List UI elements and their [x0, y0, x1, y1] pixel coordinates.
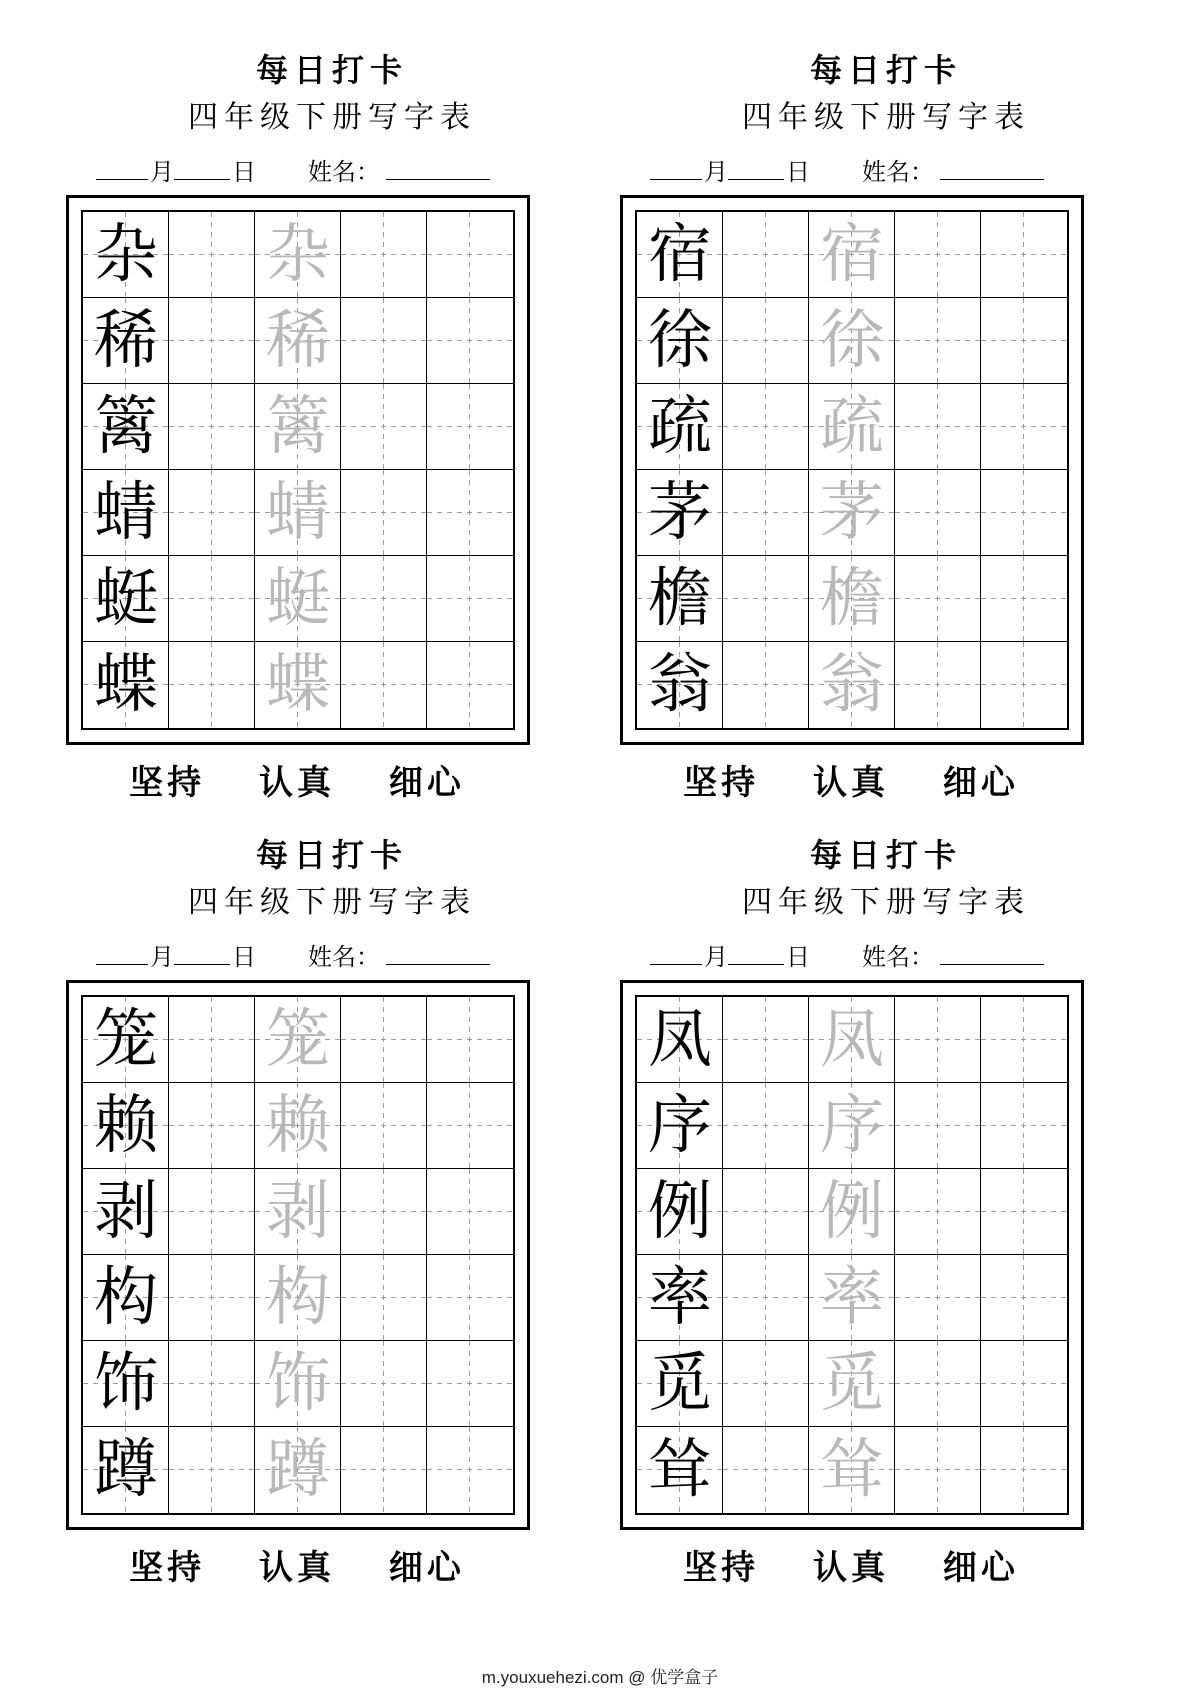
- grid-row: [83, 997, 513, 1083]
- grid-row: [637, 1255, 1067, 1341]
- blank-writing-cell[interactable]: [723, 470, 809, 556]
- trace-character-cell[interactable]: [809, 556, 895, 642]
- trace-character-cell[interactable]: [255, 212, 341, 298]
- trace-character: 例: [820, 1175, 884, 1249]
- month-blank[interactable]: [650, 179, 702, 180]
- grid-row: [637, 212, 1067, 298]
- date-name-line: [96, 152, 596, 186]
- card-title: 每日打卡: [255, 836, 408, 874]
- model-character: 觅: [648, 1347, 712, 1421]
- blank-writing-cell[interactable]: [895, 642, 981, 728]
- blank-writing-cell[interactable]: [981, 384, 1067, 470]
- month-blank[interactable]: [96, 964, 148, 965]
- blank-writing-cell[interactable]: [895, 1169, 981, 1255]
- model-character: 蜻: [94, 476, 158, 550]
- blank-writing-cell[interactable]: [723, 997, 809, 1083]
- trace-character-cell[interactable]: [255, 1169, 341, 1255]
- blank-writing-cell[interactable]: [981, 997, 1067, 1083]
- day-blank[interactable]: [174, 964, 230, 965]
- blank-writing-cell[interactable]: [981, 642, 1067, 728]
- model-character: 耸: [648, 1433, 712, 1507]
- trace-character: 序: [820, 1089, 884, 1163]
- trace-character: 凤: [820, 1003, 884, 1077]
- blank-writing-cell[interactable]: [169, 298, 255, 384]
- model-character: 茅: [648, 476, 712, 550]
- model-character: 稀: [94, 304, 158, 378]
- trace-character: 觅: [820, 1347, 884, 1421]
- month-label: 月: [704, 943, 728, 971]
- writing-grid-frame: [620, 195, 1084, 745]
- month-label: 月: [150, 943, 174, 971]
- blank-writing-cell[interactable]: [981, 556, 1067, 642]
- day-label: 日: [232, 158, 256, 186]
- blank-writing-cell[interactable]: [723, 384, 809, 470]
- model-character-cell: [637, 1083, 723, 1169]
- grid-row: [83, 1255, 513, 1341]
- trace-character: 剥: [266, 1175, 330, 1249]
- blank-writing-cell[interactable]: [723, 1169, 809, 1255]
- model-character-cell: [637, 1255, 723, 1341]
- model-character-cell: [637, 997, 723, 1083]
- day-blank[interactable]: [728, 964, 784, 965]
- motto: 坚持 认真 细心: [129, 763, 465, 803]
- writing-grid: [81, 995, 515, 1515]
- trace-character-cell[interactable]: [255, 1341, 341, 1427]
- blank-writing-cell[interactable]: [723, 1341, 809, 1427]
- day-label: 日: [786, 943, 810, 971]
- practice-card-1: [62, 0, 602, 803]
- blank-writing-cell[interactable]: [895, 1427, 981, 1513]
- name-label: 姓名：: [862, 158, 934, 186]
- trace-character-cell[interactable]: [809, 1169, 895, 1255]
- practice-card-2: [616, 0, 1156, 803]
- blank-writing-cell[interactable]: [341, 556, 427, 642]
- model-character: 蜓: [94, 562, 158, 636]
- blank-writing-cell[interactable]: [723, 212, 809, 298]
- card-title: 每日打卡: [809, 836, 962, 874]
- trace-character-cell[interactable]: [809, 212, 895, 298]
- trace-character-cell[interactable]: [809, 1083, 895, 1169]
- blank-writing-cell[interactable]: [169, 384, 255, 470]
- trace-character-cell[interactable]: [255, 1255, 341, 1341]
- model-character: 檐: [648, 562, 712, 636]
- blank-writing-cell[interactable]: [895, 1341, 981, 1427]
- model-character-cell: [83, 1083, 169, 1169]
- model-character-cell: [83, 1255, 169, 1341]
- model-character-cell: [83, 1169, 169, 1255]
- trace-character: 篱: [266, 390, 330, 464]
- blank-writing-cell[interactable]: [895, 212, 981, 298]
- grid-row: [637, 298, 1067, 384]
- grid-row: [83, 1341, 513, 1427]
- blank-writing-cell[interactable]: [169, 1427, 255, 1513]
- model-character: 凤: [648, 1003, 712, 1077]
- blank-writing-cell[interactable]: [981, 1341, 1067, 1427]
- blank-writing-cell[interactable]: [341, 1427, 427, 1513]
- grid-row: [637, 642, 1067, 728]
- blank-writing-cell[interactable]: [895, 556, 981, 642]
- model-character-cell: [637, 384, 723, 470]
- grid-row: [83, 1083, 513, 1169]
- writing-grid: [635, 995, 1069, 1515]
- model-character: 宿: [648, 218, 712, 292]
- grid-row: [83, 384, 513, 470]
- blank-writing-cell[interactable]: [341, 1083, 427, 1169]
- model-character-cell: [83, 1341, 169, 1427]
- model-character-cell: [83, 1427, 169, 1513]
- name-label: 姓名：: [862, 943, 934, 971]
- blank-writing-cell[interactable]: [341, 1169, 427, 1255]
- writing-grid-frame: [620, 980, 1084, 1530]
- blank-writing-cell[interactable]: [341, 212, 427, 298]
- model-character-cell: [83, 470, 169, 556]
- blank-writing-cell[interactable]: [723, 298, 809, 384]
- writing-grid-frame: [66, 980, 530, 1530]
- name-label: 姓名：: [308, 158, 380, 186]
- trace-character-cell[interactable]: [255, 470, 341, 556]
- trace-character: 檐: [820, 562, 884, 636]
- trace-character: 笼: [266, 1003, 330, 1077]
- model-character-cell: [637, 1341, 723, 1427]
- trace-character-cell[interactable]: [809, 642, 895, 728]
- model-character-cell: [83, 642, 169, 728]
- blank-writing-cell[interactable]: [169, 1083, 255, 1169]
- practice-card-3: [62, 785, 602, 1588]
- model-character-cell: [83, 298, 169, 384]
- trace-character-cell[interactable]: [809, 384, 895, 470]
- blank-writing-cell[interactable]: [169, 556, 255, 642]
- model-character-cell: [637, 1427, 723, 1513]
- card-subtitle: 四年级下册写字表: [188, 100, 476, 135]
- blank-writing-cell[interactable]: [427, 212, 513, 298]
- blank-writing-cell[interactable]: [169, 1255, 255, 1341]
- blank-writing-cell[interactable]: [723, 1427, 809, 1513]
- trace-character: 疏: [820, 390, 884, 464]
- model-character: 剥: [94, 1175, 158, 1249]
- blank-writing-cell[interactable]: [981, 212, 1067, 298]
- blank-writing-cell[interactable]: [427, 1255, 513, 1341]
- blank-writing-cell[interactable]: [427, 298, 513, 384]
- trace-character: 饰: [266, 1347, 330, 1421]
- trace-character: 茅: [820, 476, 884, 550]
- model-character: 构: [94, 1261, 158, 1335]
- month-blank[interactable]: [650, 964, 702, 965]
- model-character: 率: [648, 1261, 712, 1335]
- name-blank[interactable]: [940, 964, 1044, 965]
- blank-writing-cell[interactable]: [341, 642, 427, 728]
- blank-writing-cell[interactable]: [341, 384, 427, 470]
- trace-character: 宿: [820, 218, 884, 292]
- blank-writing-cell[interactable]: [981, 1427, 1067, 1513]
- grid-row: [637, 384, 1067, 470]
- blank-writing-cell[interactable]: [169, 642, 255, 728]
- date-name-line: [650, 937, 1150, 971]
- grid-row: [637, 1341, 1067, 1427]
- blank-writing-cell[interactable]: [427, 642, 513, 728]
- grid-row: [83, 1169, 513, 1255]
- trace-character: 蜻: [266, 476, 330, 550]
- model-character: 篱: [94, 390, 158, 464]
- blank-writing-cell[interactable]: [895, 470, 981, 556]
- blank-writing-cell[interactable]: [723, 556, 809, 642]
- blank-writing-cell[interactable]: [895, 298, 981, 384]
- model-character-cell: [83, 212, 169, 298]
- practice-card-4: [616, 785, 1156, 1588]
- name-blank[interactable]: [386, 964, 490, 965]
- trace-character: 耸: [820, 1433, 884, 1507]
- grid-row: [637, 470, 1067, 556]
- blank-writing-cell[interactable]: [341, 1341, 427, 1427]
- trace-character: 率: [820, 1261, 884, 1335]
- trace-character-cell[interactable]: [809, 470, 895, 556]
- blank-writing-cell[interactable]: [341, 1255, 427, 1341]
- grid-row: [83, 642, 513, 728]
- blank-writing-cell[interactable]: [427, 1083, 513, 1169]
- trace-character: 蜓: [266, 562, 330, 636]
- model-character-cell: [83, 997, 169, 1083]
- blank-writing-cell[interactable]: [427, 1341, 513, 1427]
- motto: 坚持 认真 细心: [683, 763, 1019, 803]
- day-label: 日: [232, 943, 256, 971]
- trace-character-cell[interactable]: [255, 1083, 341, 1169]
- trace-character-cell[interactable]: [809, 298, 895, 384]
- card-subtitle: 四年级下册写字表: [742, 885, 1030, 920]
- blank-writing-cell[interactable]: [981, 298, 1067, 384]
- trace-character-cell[interactable]: [255, 556, 341, 642]
- blank-writing-cell[interactable]: [427, 997, 513, 1083]
- model-character: 疏: [648, 390, 712, 464]
- trace-character: 翁: [820, 648, 884, 722]
- name-blank[interactable]: [940, 179, 1044, 180]
- model-character: 蝶: [94, 648, 158, 722]
- trace-character-cell[interactable]: [809, 1341, 895, 1427]
- month-label: 月: [704, 158, 728, 186]
- blank-writing-cell[interactable]: [169, 470, 255, 556]
- trace-character-cell[interactable]: [809, 997, 895, 1083]
- blank-writing-cell[interactable]: [981, 470, 1067, 556]
- grid-row: [637, 1083, 1067, 1169]
- grid-row: [83, 470, 513, 556]
- blank-writing-cell[interactable]: [427, 384, 513, 470]
- model-character: 徐: [648, 304, 712, 378]
- day-blank[interactable]: [728, 179, 784, 180]
- model-character: 蹲: [94, 1433, 158, 1507]
- blank-writing-cell[interactable]: [427, 470, 513, 556]
- model-character-cell: [637, 556, 723, 642]
- blank-writing-cell[interactable]: [723, 642, 809, 728]
- blank-writing-cell[interactable]: [723, 1255, 809, 1341]
- blank-writing-cell[interactable]: [427, 1427, 513, 1513]
- month-label: 月: [150, 158, 174, 186]
- trace-character-cell[interactable]: [809, 1427, 895, 1513]
- blank-writing-cell[interactable]: [169, 997, 255, 1083]
- trace-character-cell[interactable]: [255, 997, 341, 1083]
- model-character-cell: [83, 384, 169, 470]
- writing-grid: [635, 210, 1069, 730]
- grid-row: [637, 1169, 1067, 1255]
- blank-writing-cell[interactable]: [895, 1255, 981, 1341]
- trace-character-cell[interactable]: [255, 384, 341, 470]
- model-character: 例: [648, 1175, 712, 1249]
- month-blank[interactable]: [96, 179, 148, 180]
- card-subtitle: 四年级下册写字表: [742, 100, 1030, 135]
- grid-row: [83, 556, 513, 642]
- trace-character: 杂: [266, 218, 330, 292]
- blank-writing-cell[interactable]: [169, 1341, 255, 1427]
- grid-row: [637, 997, 1067, 1083]
- model-character: 赖: [94, 1089, 158, 1163]
- trace-character: 蹲: [266, 1433, 330, 1507]
- model-character-cell: [637, 642, 723, 728]
- grid-row: [637, 1427, 1067, 1513]
- blank-writing-cell[interactable]: [427, 1169, 513, 1255]
- blank-writing-cell[interactable]: [427, 556, 513, 642]
- trace-character: 构: [266, 1261, 330, 1335]
- model-character: 饰: [94, 1347, 158, 1421]
- motto: 坚持 认真 细心: [683, 1548, 1019, 1588]
- trace-character-cell[interactable]: [255, 1427, 341, 1513]
- writing-grid: [81, 210, 515, 730]
- trace-character: 赖: [266, 1089, 330, 1163]
- day-label: 日: [786, 158, 810, 186]
- trace-character-cell[interactable]: [255, 298, 341, 384]
- card-title: 每日打卡: [809, 51, 962, 89]
- trace-character: 稀: [266, 304, 330, 378]
- model-character-cell: [637, 470, 723, 556]
- grid-row: [83, 298, 513, 384]
- blank-writing-cell[interactable]: [341, 997, 427, 1083]
- day-blank[interactable]: [174, 179, 230, 180]
- blank-writing-cell[interactable]: [169, 212, 255, 298]
- card-title: 每日打卡: [255, 51, 408, 89]
- date-name-line: [96, 937, 596, 971]
- blank-writing-cell[interactable]: [341, 298, 427, 384]
- grid-row: [83, 212, 513, 298]
- blank-writing-cell[interactable]: [895, 997, 981, 1083]
- model-character-cell: [637, 1169, 723, 1255]
- model-character: 笼: [94, 1003, 158, 1077]
- blank-writing-cell[interactable]: [723, 1083, 809, 1169]
- card-subtitle: 四年级下册写字表: [188, 885, 476, 920]
- model-character: 翁: [648, 648, 712, 722]
- model-character-cell: [83, 556, 169, 642]
- blank-writing-cell[interactable]: [981, 1083, 1067, 1169]
- name-label: 姓名：: [308, 943, 380, 971]
- model-character-cell: [637, 298, 723, 384]
- footer-source: m.youxuehezi.com @ 优学盒子: [481, 1668, 719, 1687]
- writing-grid-frame: [66, 195, 530, 745]
- model-character-cell: [637, 212, 723, 298]
- trace-character-cell[interactable]: [809, 1255, 895, 1341]
- motto: 坚持 认真 细心: [129, 1548, 465, 1588]
- model-character: 杂: [94, 218, 158, 292]
- blank-writing-cell[interactable]: [895, 384, 981, 470]
- grid-row: [83, 1427, 513, 1513]
- blank-writing-cell[interactable]: [981, 1169, 1067, 1255]
- blank-writing-cell[interactable]: [341, 470, 427, 556]
- trace-character-cell[interactable]: [255, 642, 341, 728]
- blank-writing-cell[interactable]: [169, 1169, 255, 1255]
- grid-row: [637, 556, 1067, 642]
- trace-character: 蝶: [266, 648, 330, 722]
- blank-writing-cell[interactable]: [981, 1255, 1067, 1341]
- model-character: 序: [648, 1089, 712, 1163]
- name-blank[interactable]: [386, 179, 490, 180]
- blank-writing-cell[interactable]: [895, 1083, 981, 1169]
- date-name-line: [650, 152, 1150, 186]
- trace-character: 徐: [820, 304, 884, 378]
